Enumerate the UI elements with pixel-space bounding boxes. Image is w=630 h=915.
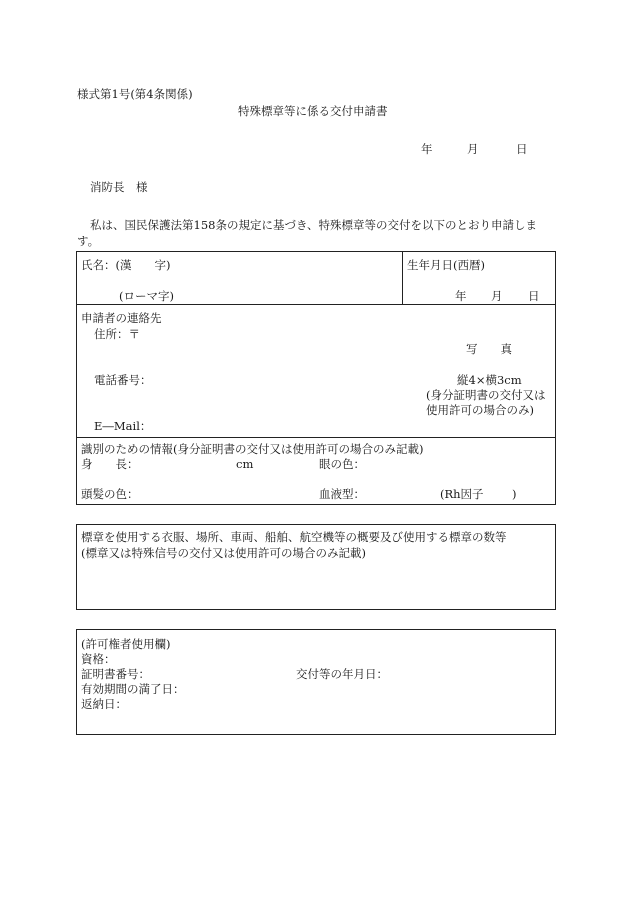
photo-size: 縦4×横3cm bbox=[457, 373, 522, 387]
date-month-label: 月 bbox=[467, 142, 479, 156]
authority-header: (許可権者使用欄) bbox=[81, 637, 171, 651]
address-label: 住所：〒 bbox=[94, 327, 140, 341]
form-number: 様式第1号(第4条関係) bbox=[77, 87, 193, 101]
birth-month-label: 月 bbox=[491, 289, 503, 303]
email-label: E―Mail： bbox=[94, 419, 152, 433]
certificate-number-label: 証明書番号： bbox=[81, 667, 150, 681]
birth-day-label: 日 bbox=[528, 289, 540, 303]
rh-factor-label: (Rh因子 bbox=[440, 487, 484, 501]
intro-line-2: す。 bbox=[77, 234, 100, 248]
blood-type-label: 血液型： bbox=[319, 487, 365, 501]
eye-color-label: 眼の色： bbox=[319, 457, 365, 471]
issue-date-label: 交付等の年月日： bbox=[296, 667, 388, 681]
return-date-label: 返納日： bbox=[81, 697, 127, 711]
contact-header: 申請者の連絡先 bbox=[81, 311, 162, 325]
identification-header: 識別のための情報(身分証明書の交付又は使用許可の場合のみ記載) bbox=[81, 442, 424, 456]
rh-factor-close: ) bbox=[512, 487, 517, 501]
date-day-label: 日 bbox=[516, 142, 528, 156]
photo-note-2: 使用許可の場合のみ) bbox=[426, 403, 534, 417]
height-label: 身 長： bbox=[81, 457, 139, 471]
photo-title: 写 真 bbox=[466, 342, 512, 356]
table-divider bbox=[402, 251, 403, 305]
height-unit: cm bbox=[236, 457, 254, 471]
intro-line-1: 私は、国民保護法第158条の規定に基づき、特殊標章等の交付を以下のとおり申請しま bbox=[90, 218, 537, 232]
qualification-label: 資格： bbox=[81, 652, 116, 666]
usage-line-1: 標章を使用する衣服、場所、車両、船舶、航空機等の概要及び使用する標章の数等 bbox=[81, 530, 507, 544]
expiry-label: 有効期間の満了日： bbox=[81, 682, 185, 696]
hair-color-label: 頭髪の色： bbox=[81, 487, 139, 501]
table-divider bbox=[76, 437, 556, 438]
name-label: 氏名：(漢 字) bbox=[81, 258, 171, 272]
usage-line-2: (標章又は特殊信号の交付又は使用許可の場合のみ記載) bbox=[81, 546, 366, 560]
birthdate-label: 生年月日(西暦) bbox=[407, 258, 485, 272]
romaji-label: (ローマ字) bbox=[119, 289, 174, 303]
photo-note-1: (身分証明書の交付又は bbox=[426, 388, 546, 402]
phone-label: 電話番号： bbox=[94, 373, 152, 387]
date-year-label: 年 bbox=[421, 142, 433, 156]
page-title: 特殊標章等に係る交付申請書 bbox=[238, 104, 388, 118]
addressee: 消防長 様 bbox=[90, 180, 148, 194]
table-divider bbox=[76, 304, 556, 305]
birth-year-label: 年 bbox=[455, 289, 467, 303]
